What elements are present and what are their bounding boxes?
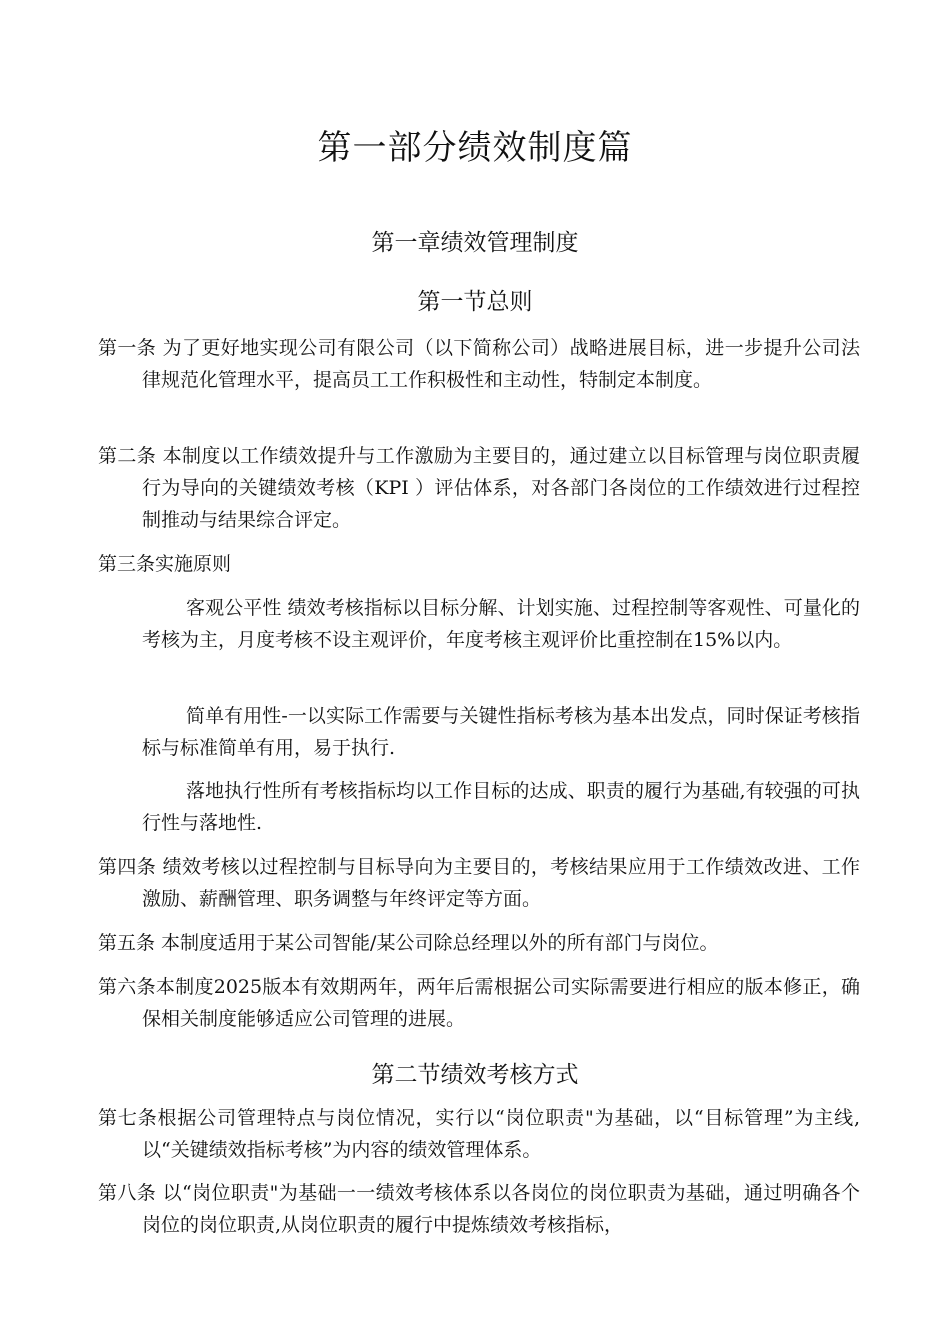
- article-1: 第一条 为了更好地实现公司有限公司（以下简称公司）战略进展目标，进一步提升公司法律规范化管理水平，提高员工工作积极性和主动性，特制定本制度。: [98, 337, 860, 391]
- article-7: 第七条根据公司管理特点与岗位情况，实行以“岗位职责"为基础，以“目标管理”为主线,以“关键绩效指标考核”为内容的绩效管理体系。: [98, 1107, 860, 1161]
- section-heading-assessment: 第二节绩效考核方式: [371, 1062, 579, 1088]
- article-6: 第六条本制度2025版本有效期两年，两年后需根据公司实际需要进行相应的版本修正，确保相关制度能够适应公司管理的进展。: [98, 976, 860, 1030]
- article-3: 第三条实施原则: [98, 553, 232, 575]
- article-4: 第四条 绩效考核以过程控制与目标导向为主要目的，考核结果应用于工作绩效改进、工作激励、薪酬管理、职务调整与年终评定等方面。: [98, 856, 860, 910]
- article-5: 第五条 本制度适用于某公司智能/某公司除总经理以外的所有部门与岗位。: [98, 932, 719, 954]
- article-2: 第二条 本制度以工作绩效提升与工作激励为主要目的，通过建立以目标管理与岗位职责履行为导向的关键绩效考核（KPI ）评估体系，对各部门各岗位的工作绩效进行过程控制推动与结果综合评定。: [98, 445, 860, 531]
- principle-simplicity: 简单有用性-一以实际工作需要与关键性指标考核为基本出发点，同时保证考核指标与标准简单有用，易于执行.: [142, 705, 860, 759]
- chapter-heading: 第一章绩效管理制度: [371, 230, 579, 256]
- article-8: 第八条 以“岗位职责"为基础一一绩效考核体系以各岗位的岗位职责为基础，通过明确各个岗位的岗位职责,从岗位职责的履行中提炼绩效考核指标，: [98, 1182, 860, 1236]
- principle-objectivity: 客观公平性 绩效考核指标以目标分解、计划实施、过程控制等客观性、可量化的考核为主，月度考核不设主观评价，年度考核主观评价比重控制在15%以内。: [142, 597, 860, 651]
- section-heading-general: 第一节总则: [417, 289, 533, 315]
- principle-executability: 落地执行性所有考核指标均以工作目标的达成、职责的履行为基础,有较强的可执行性与落地性.: [142, 780, 860, 834]
- part-title: 第一部分绩效制度篇: [317, 128, 633, 168]
